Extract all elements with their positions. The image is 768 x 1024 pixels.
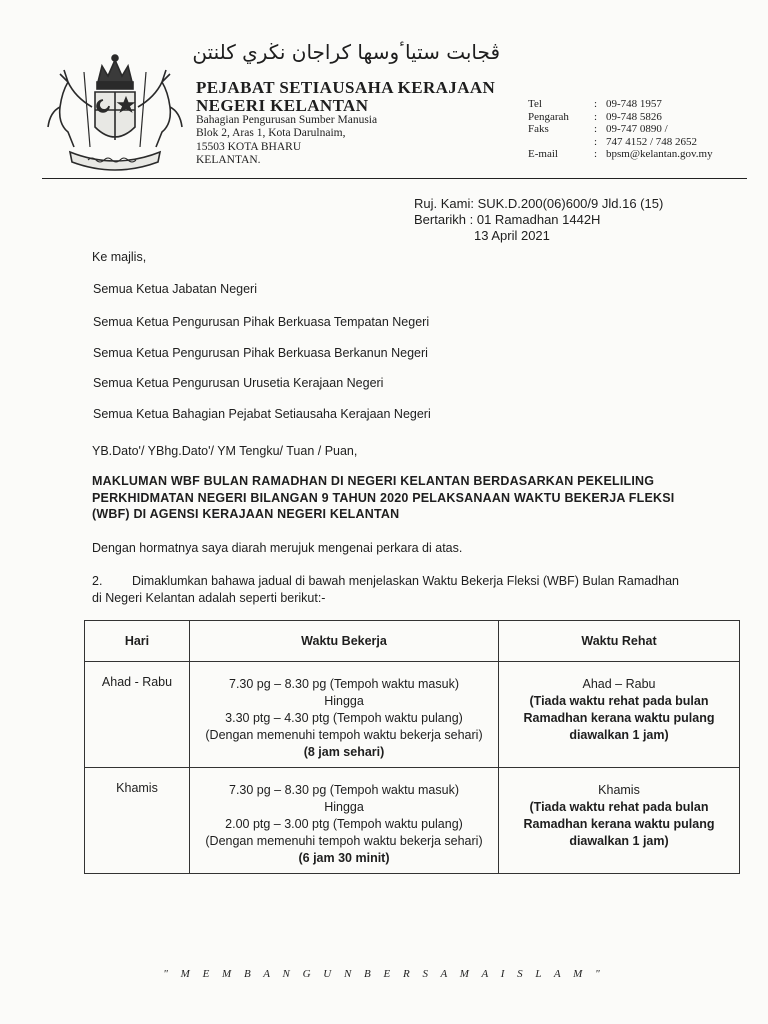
letterhead-address [196,114,377,168]
greeting: Ke majlis, [92,250,147,264]
contact-email: bpsm@kelantan.gov.my [606,148,713,161]
contact-value: 09-748 1957 [606,98,662,110]
contact-row [528,123,713,136]
waktu-total: (8 jam sehari) [303,745,385,759]
reference-hijri-date: Bertarikh : 01 Ramadhan 1442H [414,212,601,227]
cell-waktu-rehat [499,662,740,768]
cell-hari: Khamis [85,768,190,874]
contact-separator: : [594,98,598,110]
recipient-line: Semua Ketua Pengurusan Urusetia Kerajaan Negeri [93,376,384,390]
contact-separator: : [594,135,598,148]
letterhead-divider [42,178,747,179]
wbf-schedule-table [84,620,740,874]
rehat-note: (Tiada waktu rehat pada bulan Ramadhan kerana waktu pulang diawalkan 1 jam) [523,800,715,848]
footer-motto: " M E M B A N G U N B E R S A M A I S L A M " [163,968,605,980]
waktu-line: 3.30 ptg – 4.30 ptg (Tempoh waktu pulang) [225,711,463,725]
address-line: Bahagian Pengurusan Sumber Manusia [196,114,378,126]
letterhead-org-line2: NEGERI KELANTAN [196,96,369,115]
paragraph-number: 2. [92,574,103,588]
letterhead-contacts [528,98,713,161]
table-row [85,662,740,768]
contact-label: E-mail [528,148,558,161]
paragraph-text: Dimaklumkan bahawa jadual di bawah menjelaskan Waktu Bekerja Fleksi (WBF) Bulan Ramadhan di Negeri Kelantan adalah seperti berikut:- [92,574,680,605]
letterhead-org-line1: PEJABAT SETIAUSAHA KERAJAAN [196,78,496,97]
reference-block [414,196,663,244]
rehat-title: Ahad – Rabu [582,677,656,691]
salutation: YB.Dato'/ YBhg.Dato'/ YM Tengku/ Tuan / Puan, [92,444,358,458]
waktu-line: Hingga [324,800,364,814]
waktu-line: 7.30 pg – 8.30 pg (Tempoh waktu masuk) [229,677,459,691]
waktu-line: Hingga [324,694,364,708]
address-line: Blok 2, Aras 1, Kota Darulnaim, [196,127,346,140]
letter-subject: MAKLUMAN WBF BULAN RAMADHAN DI NEGERI KELANTAN BERDASARKAN PEKELILING PERKHIDMATAN NEGERI BILANGAN 9 TAHUN 2020 PELAKSANAAN WAKTU BEKERJA FLEKSI (WBF) DI AGENSI KERAJAAN NEGERI KELANTAN [92,474,675,521]
contact-value: 09-747 0890 / [606,123,668,136]
letterhead-jawi-title: ڤجابت ستياٴوسها كراجان نڬري كلنتن [192,40,500,64]
paragraph-2 [92,573,692,607]
reference-gregorian-date: 13 April 2021 [474,228,550,243]
contact-row [528,98,713,111]
paragraph-1: Dengan hormatnya saya diarah merujuk mengenai perkara di atas. [92,541,463,555]
contact-row [528,136,713,149]
address-line: 15503 KOTA BHARU [196,140,302,153]
column-header-waktu-bekerja: Waktu Bekerja [190,621,499,662]
rehat-title: Khamis [598,783,640,797]
contact-row [528,111,713,124]
recipient-line: Semua Ketua Bahagian Pejabat Setiausaha Kerajaan Negeri [93,407,431,421]
column-header-hari: Hari [85,621,190,662]
waktu-total: (6 jam 30 minit) [298,851,390,865]
waktu-line: (Dengan memenuhi tempoh waktu bekerja sehari) [205,834,483,848]
waktu-line: (Dengan memenuhi tempoh waktu bekerja sehari) [205,728,483,742]
contact-separator: : [594,148,598,161]
contact-label: Pengarah [528,110,569,123]
table-row [85,768,740,874]
recipient-line: Semua Ketua Pengurusan Pihak Berkuasa Tempatan Negeri [93,315,430,329]
cell-waktu-bekerja [190,662,499,768]
rehat-note: (Tiada waktu rehat pada bulan Ramadhan kerana waktu pulang diawalkan 1 jam) [523,694,715,742]
contact-value: 09-748 5826 [606,110,662,123]
contact-value: 747 4152 / 748 2652 [606,135,698,148]
reference-number: Ruj. Kami: SUK.D.200(06)600/9 Jld.16 (15) [414,196,664,211]
contact-label: Faks [528,123,549,136]
state-crest-emblem [40,52,190,177]
waktu-line: 2.00 ptg – 3.00 ptg (Tempoh waktu pulang) [225,817,463,831]
column-header-waktu-rehat: Waktu Rehat [499,621,740,662]
cell-waktu-bekerja [190,768,499,874]
waktu-line: 7.30 pg – 8.30 pg (Tempoh waktu masuk) [229,783,459,797]
contact-label [528,136,594,149]
contact-row [528,148,713,161]
address-line: KELANTAN. [196,154,261,167]
contact-separator: : [594,110,598,123]
cell-waktu-rehat [499,768,740,874]
recipient-line: Semua Ketua Jabatan Negeri [93,282,257,296]
table-header-row [85,621,740,662]
recipient-line: Semua Ketua Pengurusan Pihak Berkuasa Berkanun Negeri [93,346,428,360]
contact-separator: : [594,123,598,136]
contact-label: Tel [528,98,542,110]
cell-hari: Ahad - Rabu [85,662,190,768]
